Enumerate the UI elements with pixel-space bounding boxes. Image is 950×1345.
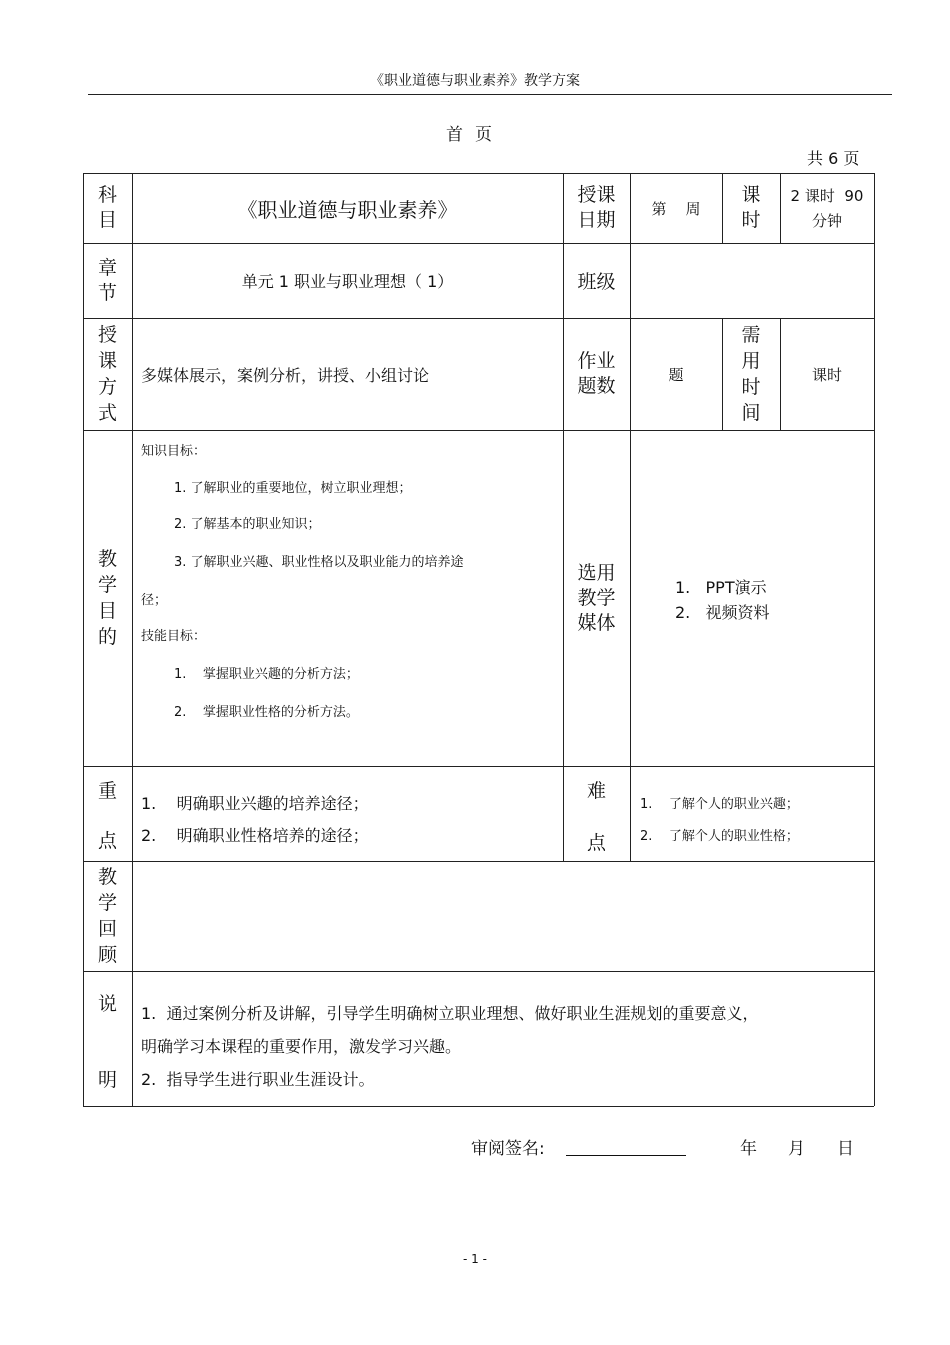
media-content xyxy=(630,430,874,766)
key-label-top: 重 xyxy=(97,780,117,802)
objectives-line: 1. 了解职业的重要地位，树立职业理想； xyxy=(174,481,412,496)
hours-value-cell xyxy=(780,173,874,243)
homework-value: 题 xyxy=(668,365,684,384)
signature-line[interactable] xyxy=(566,1155,686,1156)
notes-label-cell xyxy=(83,971,132,1106)
notes-label-bottom: 明 xyxy=(97,1069,117,1091)
date-label-cell xyxy=(563,173,630,243)
chapter-label-cell xyxy=(83,243,132,318)
hours-value-line2: 分钟 xyxy=(811,212,842,230)
method-label-cell xyxy=(83,318,132,430)
difficulty-content xyxy=(630,766,874,861)
media-label: 选用教学媒体 xyxy=(577,561,616,634)
hours-value-line1: 2 课时 90 xyxy=(790,187,864,205)
chapter-label: 章节 xyxy=(97,256,117,304)
difficulty-label-top: 难 xyxy=(586,780,606,802)
chapter-value: 单元 1 职业与职业理想（ 1） xyxy=(241,272,454,291)
review-label: 教学回顾 xyxy=(97,866,117,966)
signature-label: 审阅签名: xyxy=(471,1139,545,1159)
method-label: 授课方式 xyxy=(97,324,117,424)
objectives-label: 教学目的 xyxy=(97,548,117,648)
method-value: 多媒体展示，案例分析，讲授、小组讨论 xyxy=(141,365,430,385)
signature-year: 年 xyxy=(740,1139,757,1159)
media-item: 1. PPT演示 xyxy=(675,578,767,597)
media-label-cell xyxy=(563,430,630,766)
signature-month: 月 xyxy=(788,1139,805,1159)
key-points-content xyxy=(132,766,563,861)
time-needed-value: 课时 xyxy=(811,365,842,384)
notes-line: 明确学习本课程的重要作用，激发学习兴趣。 xyxy=(141,1037,462,1056)
key-label-cell xyxy=(83,766,132,861)
table-border-bottom xyxy=(83,1106,874,1107)
objectives-line: 2. 了解基本的职业知识； xyxy=(174,517,321,532)
time-needed-label-cell xyxy=(722,318,780,430)
homework-label-cell xyxy=(563,318,630,430)
class-value xyxy=(630,243,874,318)
objectives-label-cell xyxy=(83,430,132,766)
page-heading: 首页 xyxy=(446,125,504,145)
homework-label: 作业题数 xyxy=(577,350,616,397)
hours-label: 课时 xyxy=(741,184,761,231)
objectives-line: 2. 掌握职业性格的分析方法。 xyxy=(174,705,359,720)
notes-line: 2. 指导学生进行职业生涯设计。 xyxy=(141,1070,375,1089)
subject-value: 《职业道德与职业素养》 xyxy=(237,197,458,222)
media-item: 2. 视频资料 xyxy=(675,603,770,622)
page-number: - 1 - xyxy=(463,1252,487,1266)
page-count: 共 6 页 xyxy=(807,149,860,168)
objectives-line: 技能目标： xyxy=(141,629,207,644)
date-value: 第 周 xyxy=(651,199,701,218)
signature-day: 日 xyxy=(837,1139,854,1159)
difficulty-label-bottom: 点 xyxy=(586,832,606,854)
key-point-item: 1. 明确职业兴趣的培养途径； xyxy=(141,794,369,813)
objectives-line: 3. 了解职业兴趣、职业性格以及职业能力的培养途 xyxy=(174,555,464,570)
objectives-line: 1. 掌握职业兴趣的分析方法； xyxy=(174,667,359,682)
subject-label-cell xyxy=(83,173,132,243)
document-header-title: 《职业道德与职业素养》教学方案 xyxy=(370,73,580,89)
hours-label-cell xyxy=(722,173,780,243)
objectives-line: 知识目标： xyxy=(141,444,207,459)
notes-content xyxy=(132,971,874,1106)
difficulty-item: 2. 了解个人的职业性格； xyxy=(640,829,799,844)
notes-line: 1. 通过案例分析及讲解，引导学生明确树立职业理想、做好职业生涯规划的重要意义， xyxy=(141,1004,759,1023)
class-label: 班级 xyxy=(577,271,616,293)
key-label-bottom: 点 xyxy=(97,830,117,852)
difficulty-label-cell xyxy=(563,766,630,861)
review-value xyxy=(132,861,874,971)
objectives-content xyxy=(132,430,563,766)
difficulty-item: 1. 了解个人的职业兴趣； xyxy=(640,797,799,812)
date-label: 授课日期 xyxy=(577,184,616,231)
notes-label-top: 说 xyxy=(97,993,117,1015)
review-label-cell xyxy=(83,861,132,971)
key-point-item: 2. 明确职业性格培养的途径； xyxy=(141,826,369,845)
objectives-line: 径； xyxy=(141,593,168,608)
header-rule xyxy=(88,94,892,95)
table-border-right xyxy=(874,173,875,1106)
time-needed-label: 需用时间 xyxy=(741,324,761,424)
subject-label: 科目 xyxy=(97,184,117,231)
